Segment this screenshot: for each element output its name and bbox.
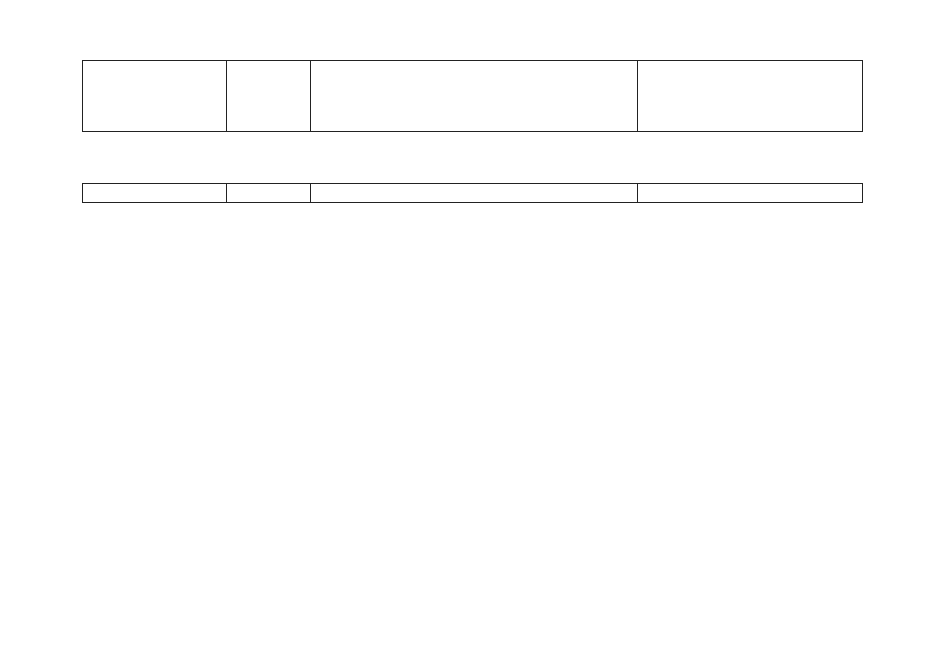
table-row (83, 61, 863, 132)
empty-cell (227, 61, 311, 132)
header-count (227, 184, 311, 203)
header-post (83, 184, 227, 203)
duties-cell (311, 61, 638, 132)
empty-cell (83, 61, 227, 132)
header-requirements (638, 184, 863, 203)
duty-list (311, 61, 637, 62)
header-duties (311, 184, 638, 203)
empty-cell (638, 61, 863, 132)
previous-table-fragment (82, 60, 863, 132)
positions-table (82, 183, 863, 203)
table-header-row (83, 184, 863, 203)
